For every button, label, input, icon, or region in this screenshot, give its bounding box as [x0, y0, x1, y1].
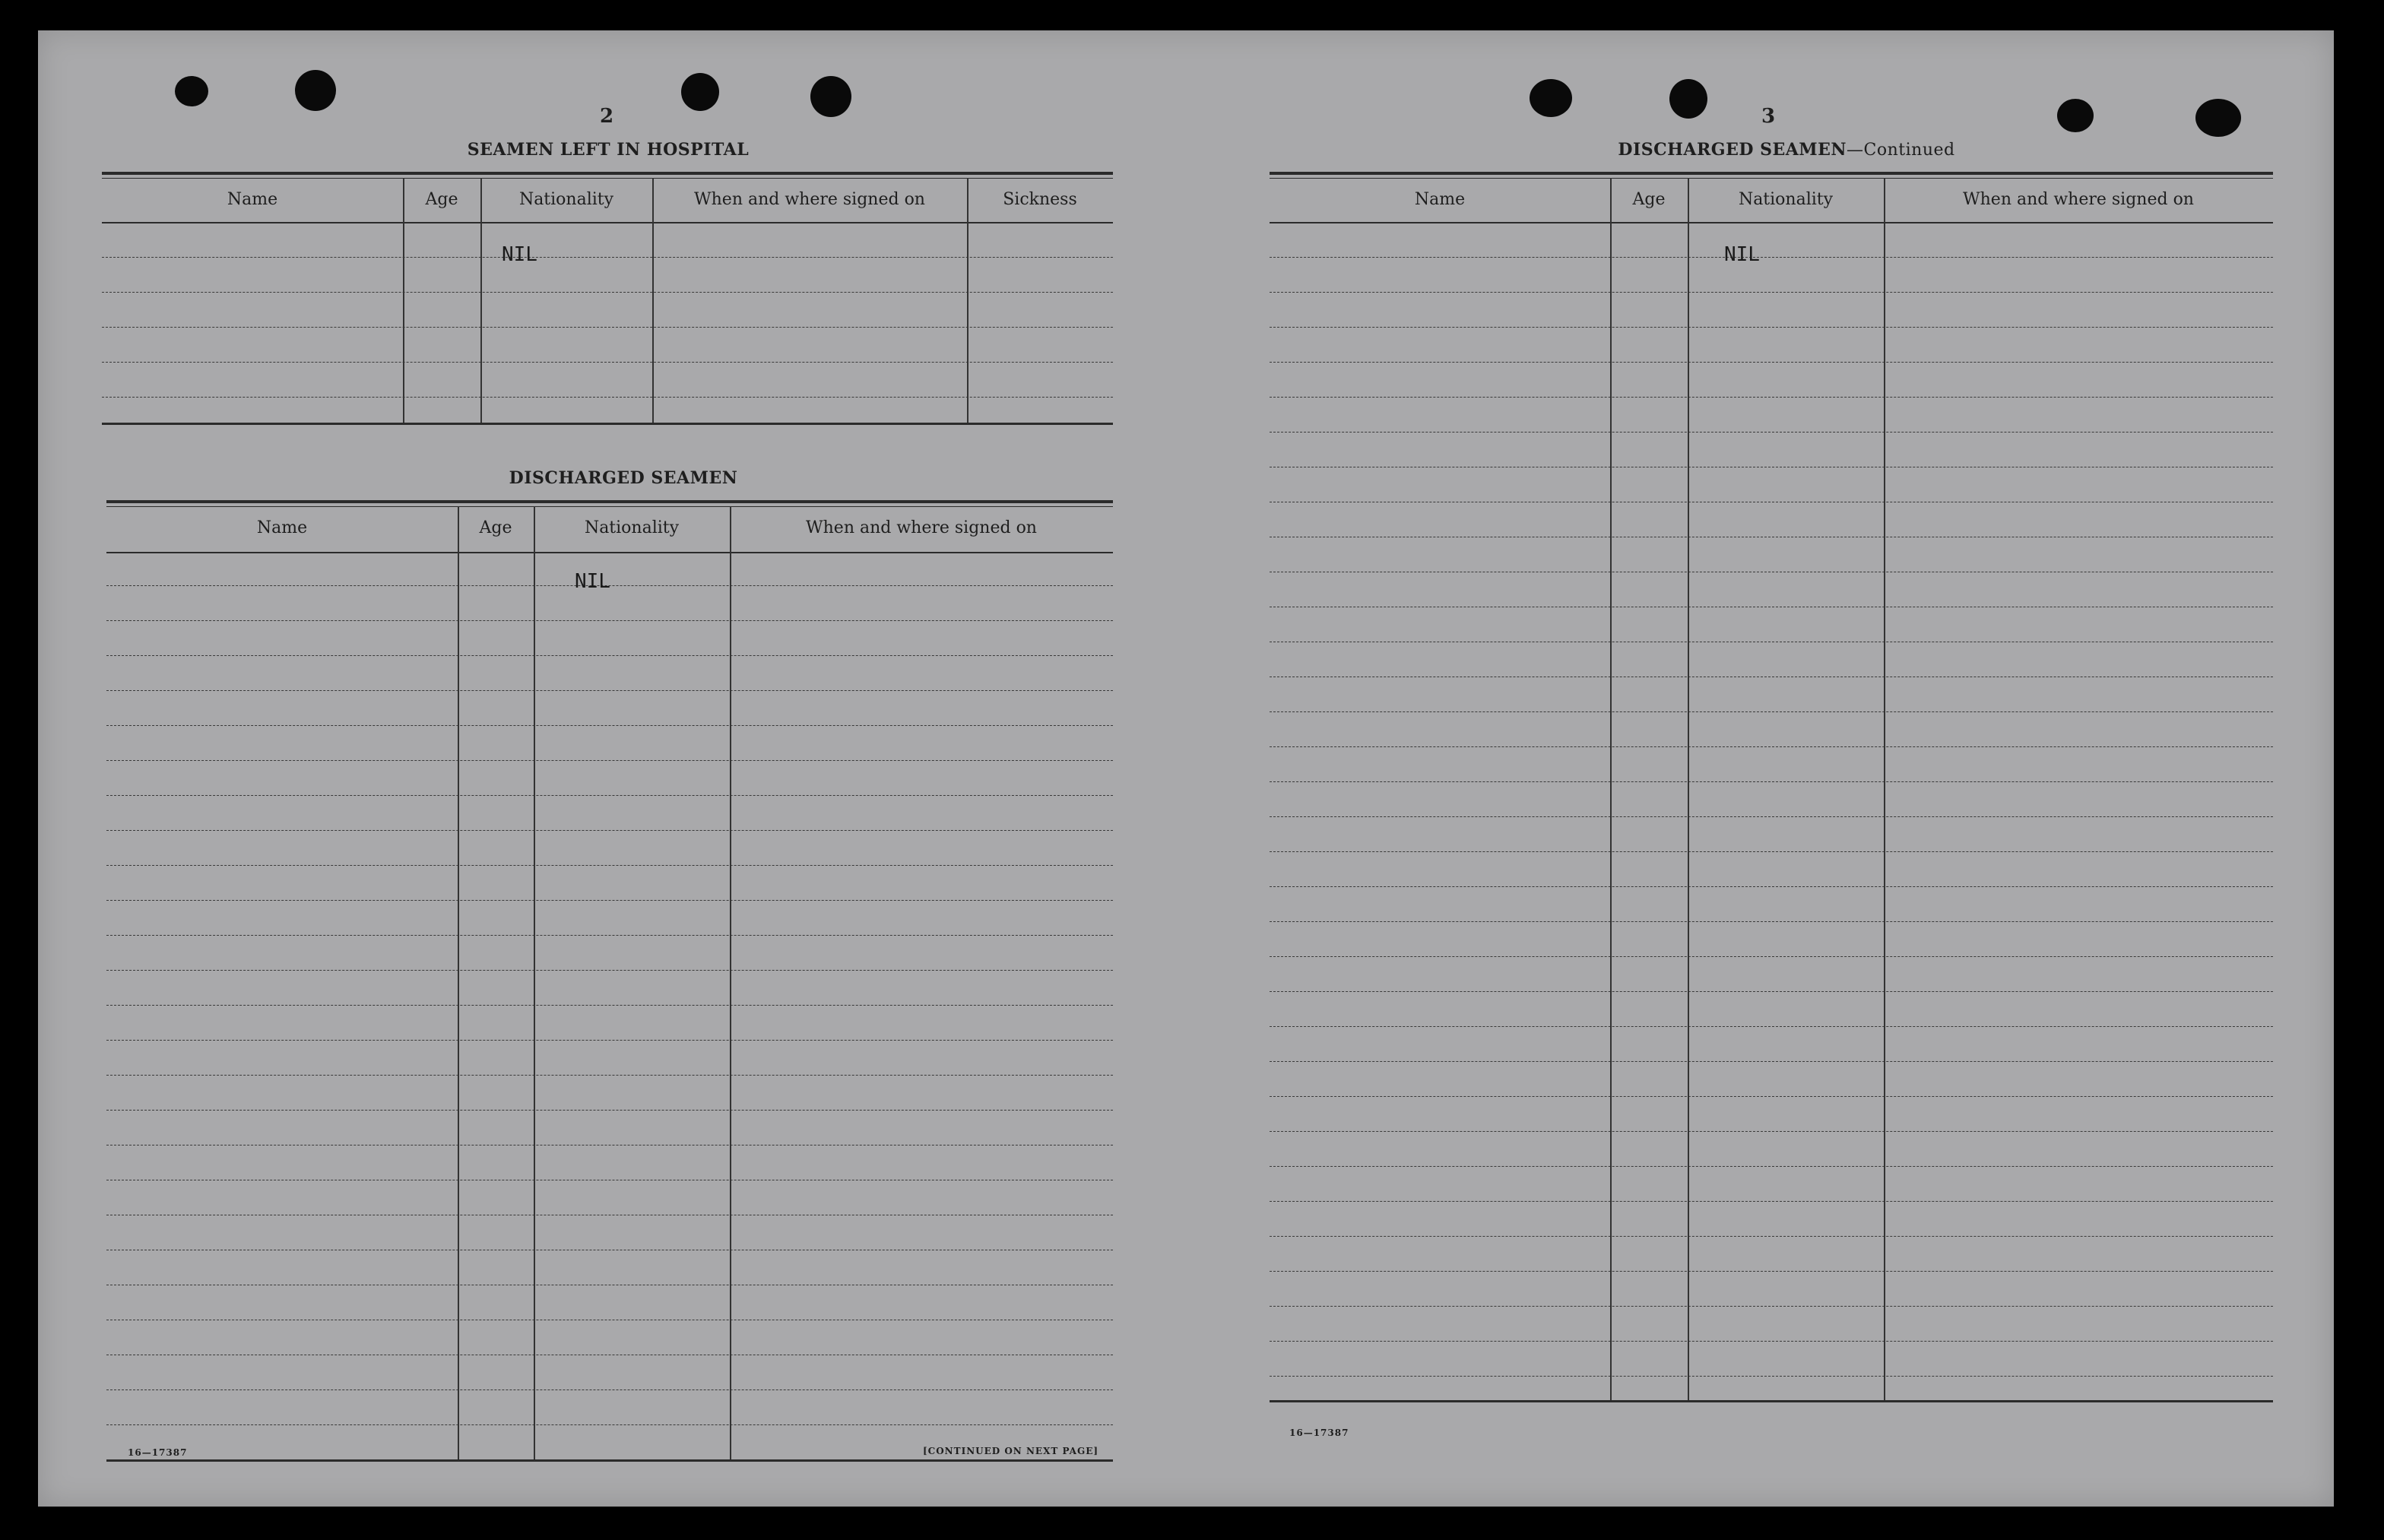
discharged-continued-title [1482, 140, 2091, 160]
punch-hole [175, 76, 208, 106]
punch-hole [295, 70, 336, 111]
col-header-name: Name [256, 518, 308, 537]
form-number-right: 16—17387 [1289, 1428, 1349, 1438]
discharged-continued-title-main: DISCHARGED SEAMEN [1618, 140, 1847, 160]
col-header-age: Age [479, 518, 512, 537]
page-number-right: 3 [1761, 105, 1776, 128]
col-header-name: Name [1414, 190, 1466, 209]
col-header-age: Age [1632, 190, 1666, 209]
col-header-nationality: Nationality [584, 518, 680, 537]
page-number-left: 2 [599, 105, 614, 128]
col-header-age: Age [425, 190, 458, 209]
hospital-table [102, 172, 1113, 445]
punch-hole [2057, 99, 2094, 132]
punch-hole [1669, 79, 1707, 119]
col-header-signed-on: When and where signed on [806, 518, 1037, 537]
form-number-left: 16—17387 [128, 1447, 188, 1458]
hospital-section-title: SEAMEN LEFT IN HOSPITAL [467, 140, 750, 160]
hospital-nil-entry: NIL [502, 243, 537, 266]
discharged-nil-entry: NIL [575, 570, 610, 593]
punch-hole [810, 76, 851, 117]
col-header-signed-on: When and where signed on [694, 190, 925, 209]
discharged-table-right [1270, 172, 2273, 1418]
document-paper [38, 30, 2334, 1507]
col-header-name: Name [227, 190, 278, 209]
punch-hole [1530, 79, 1572, 117]
col-header-sickness: Sickness [1003, 190, 1077, 209]
continued-nil-entry: NIL [1724, 243, 1760, 266]
punch-hole [681, 73, 719, 111]
punch-hole [2195, 99, 2241, 137]
col-header-nationality: Nationality [518, 190, 614, 209]
col-header-signed-on: When and where signed on [1963, 190, 2194, 209]
discharged-section-title: DISCHARGED SEAMEN [509, 468, 738, 488]
continued-note: [CONTINUED ON NEXT PAGE] [923, 1446, 1099, 1456]
col-header-nationality: Nationality [1738, 190, 1834, 209]
discharged-continued-suffix: —Continued [1847, 141, 1955, 160]
discharged-table-left [106, 500, 1113, 1466]
